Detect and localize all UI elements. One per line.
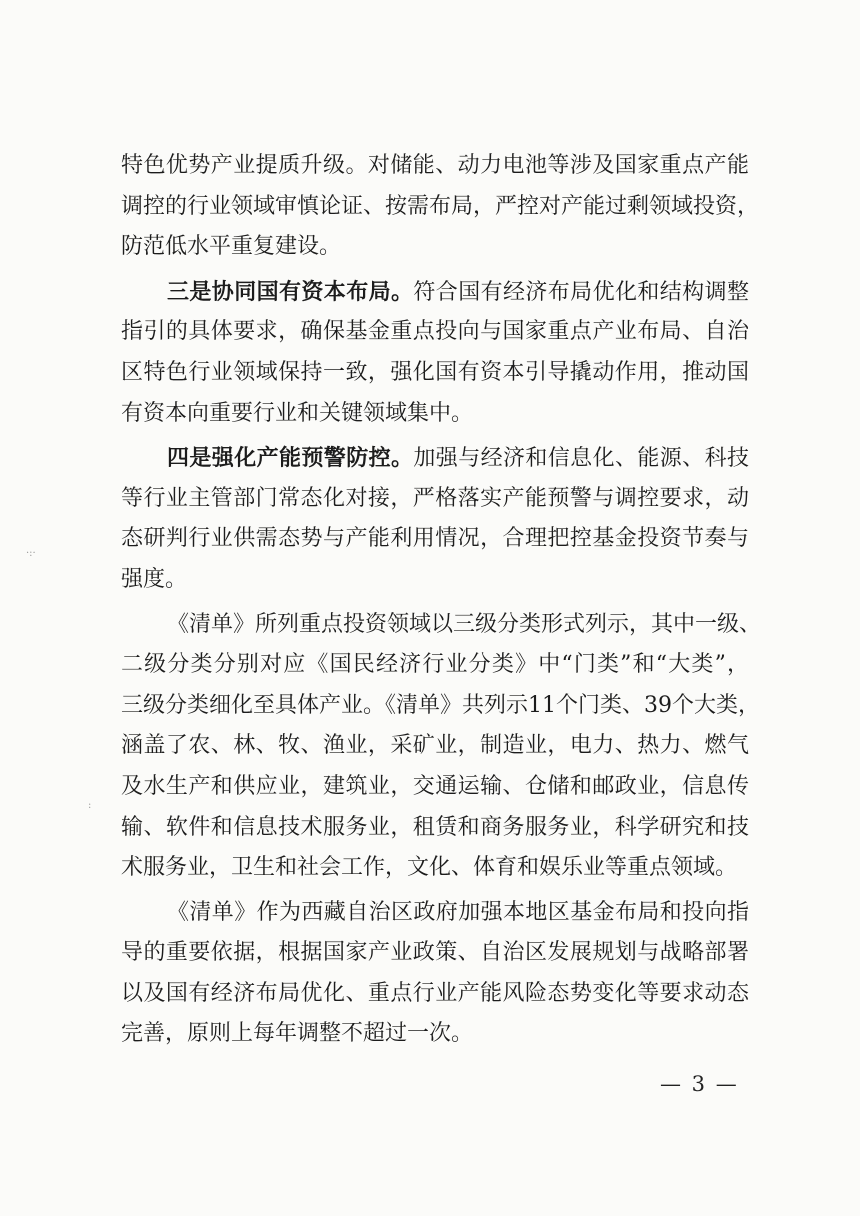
text-line: 防范低水平重复建设。 [121,234,342,260]
text-line: 区特色行业领域保持一致，强化国有资本引导撬动作用，推动国 [121,359,749,385]
text-line: 以及国有经济布局优化、重点行业产能风险态势变化等要求动态 [121,980,749,1006]
text-line: 术服务业，卫生和社会工作，文化、体育和娱乐业等重点领域。 [121,855,738,881]
scan-speck: ·:· [26,548,36,559]
paragraph-heading: 三是协同国有资本布局。 [167,278,414,305]
text-line: 指引的具体要求，确保基金重点投向与国家重点产业布局、自治 [121,319,749,345]
text-line: 强度。 [121,566,188,592]
paragraph-first-line: 《清单》作为西藏自治区政府加强本地区基金布局和投向指 [167,899,749,925]
text-line: 调控的行业领域审慎论证、按需布局，严控对产能过剩领域投资， [121,193,760,219]
body-text [121,146,762,1055]
text-line: 输、软件和信息技术服务业，租赁和商务服务业，科学研究和技 [121,814,749,840]
paragraph-first-line [121,438,749,479]
text-line: 特色优势产业提质升级。对储能、动力电池等涉及国家重点产能 [121,153,749,178]
text-line: 导的重要依据，根据国家产业政策、自治区发展规划与战略部署 [121,940,749,966]
text-span: 加强与经济和信息化、能源、科技 [413,446,749,472]
paragraph-heading: 四是强化产能预警防控。 [167,445,414,472]
page-number: — 3 — [660,1072,739,1096]
text-line: 完善，原则上每年调整不超过一次。 [121,1021,474,1047]
text-line: 等行业主管部门常态化对接，严格落实产能预警与调控要求，动 [121,485,749,511]
text-line: 态研判行业供需态势与产能利用情况，合理把控基金投资节奏与 [121,526,749,552]
text-line: 二级分类分别对应《国民经济行业分类》中“门类”和“大类”， [121,652,749,678]
text-span: 符合国有经济布局优化和结构调整 [413,279,749,305]
text-line: 有资本向重要行业和关键领域集中。 [121,400,474,426]
paragraph-first-line [121,272,749,313]
text-line: 三级分类细化至具体产业。《清单》共列示11个门类、39个大类， [121,692,760,718]
text-line: 及水生产和供应业，建筑业，交通运输、仓储和邮政业，信息传 [121,773,749,799]
text-line: 涵盖了农、林、牧、渔业，采矿业，制造业，电力、热力、燃气 [121,733,749,759]
scan-speck: : [88,800,92,811]
paragraph-first-line: 《清单》所列重点投资领域以三级分类形式列示，其中一级、 [167,611,762,637]
